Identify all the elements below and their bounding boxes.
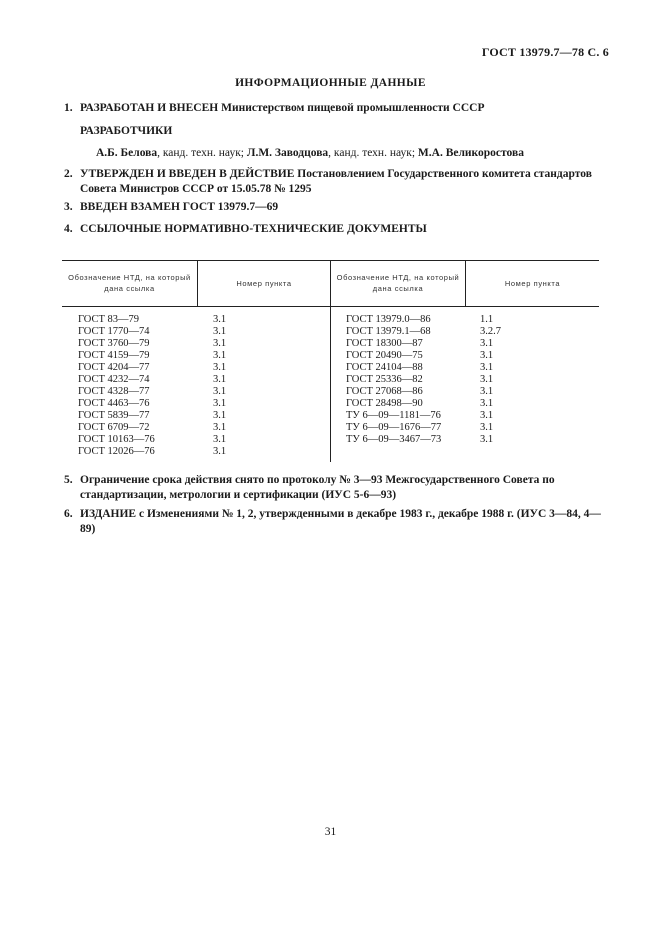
table-cell-doc: ГОСТ 3760—79: [78, 338, 150, 349]
item-2-lead: УТВЕРЖДЕН И ВВЕДЕН В ДЕЙСТВИЕ: [80, 168, 295, 180]
table-cell-point: 3.1: [213, 446, 227, 457]
table-cell-doc: ГОСТ 24104—88: [346, 362, 423, 373]
item-4: [64, 222, 604, 237]
table-cell-point: 3.1: [213, 410, 227, 421]
table-cell-doc: ГОСТ 13979.0—86: [346, 314, 431, 325]
item-6-text: ИЗДАНИЕ с Изменениями № 1, 2, утвержденными в декабре 1983 г., декабре 1988 г. (ИУС 3—84, 4—89): [80, 508, 601, 535]
item-5-text: Ограничение срока действия снято по протоколу № 3—93 Межгосударственного Совета по стандартизации, метрологии и сертификации (ИУС 5-6—93): [80, 474, 555, 501]
item-number: 2.: [64, 168, 73, 180]
table-cell-doc: ГОСТ 4328—77: [78, 386, 150, 397]
table-cell-doc: ГОСТ 4159—79: [78, 350, 150, 361]
table-cell-point: 3.1: [480, 398, 494, 409]
page-title: ИНФОРМАЦИОННЫЕ ДАННЫЕ: [235, 77, 426, 89]
table-cell-doc: ГОСТ 83—79: [78, 314, 140, 325]
developer-name: Л.М. Заводцова: [246, 147, 329, 159]
item-2-text: Постановлением Государственного комитета стандартов Совета Министров СССР от 15.05.78 № 1295: [80, 168, 592, 195]
table-cell-point: 3.1: [213, 338, 227, 349]
item-1-text: Министерством пищевой промышленности СССР: [218, 102, 485, 114]
table-cell-point: 3.1: [213, 362, 227, 373]
column-header: Номер пункта: [236, 279, 292, 288]
table-cell-doc: ГОСТ 6709—72: [78, 422, 150, 433]
page-header: ГОСТ 13979.7—78 С. 6: [481, 45, 609, 59]
table-cell-doc: ГОСТ 5839—77: [78, 410, 150, 421]
developer-name: А.Б. Белова: [96, 147, 158, 159]
table-cell-point: 3.1: [213, 326, 227, 337]
table-cell-point: 3.1: [480, 362, 494, 373]
developers-list: [96, 147, 524, 159]
table-cell-doc: ТУ 6—09—3467—73: [346, 434, 442, 445]
table-cell-point: 3.1: [213, 350, 227, 361]
table-cell-point: 3.1: [480, 410, 494, 421]
table-cell-point: 3.1: [480, 374, 494, 385]
item-5: [64, 473, 604, 503]
item-1-lead: РАЗРАБОТАН И ВНЕСЕН: [80, 102, 219, 114]
item-number: 6.: [64, 508, 73, 520]
developer-name: М.А. Великоростова: [417, 147, 524, 159]
column-header: Обозначение НТД, на который дана ссылка: [336, 273, 460, 293]
table-cell-doc: ГОСТ 12026—76: [78, 446, 155, 457]
item-number: 1.: [64, 102, 73, 114]
table-cell-point: 3.1: [213, 374, 227, 385]
column-header: Обозначение НТД, на который дана ссылка: [68, 273, 191, 293]
table-cell-doc: ГОСТ 28498—90: [346, 398, 423, 409]
item-number: 5.: [64, 474, 73, 486]
item-3: [64, 200, 604, 215]
table-cell-point: 3.1: [213, 422, 227, 433]
table-cell-point: 3.1: [480, 434, 494, 445]
table-cell-doc: ГОСТ 18300—87: [346, 338, 423, 349]
table-cell-point: 1.1: [480, 314, 494, 325]
item-4-text: ССЫЛОЧНЫЕ НОРМАТИВНО-ТЕХНИЧЕСКИЕ ДОКУМЕНТЫ: [80, 223, 427, 235]
item-3-text: ВВЕДЕН ВЗАМЕН ГОСТ 13979.7—69: [80, 201, 279, 213]
table-cell-doc: ТУ 6—09—1676—77: [346, 422, 442, 433]
table-cell-doc: ГОСТ 27068—86: [346, 386, 423, 397]
item-6: [64, 507, 604, 537]
developers-label: РАЗРАБОТЧИКИ: [80, 125, 173, 137]
column-header: Номер пункта: [504, 279, 561, 288]
table-cell-doc: ГОСТ 13979.1—68: [346, 326, 431, 337]
table-cell-doc: ГОСТ 10163—76: [78, 434, 155, 445]
table-cell-point: 3.1: [480, 422, 494, 433]
table-cell-point: 3.1: [480, 386, 494, 397]
left-doc-column: [78, 314, 155, 458]
table-cell-point: 3.2.7: [480, 326, 501, 337]
table-cell-point: 3.1: [213, 386, 227, 397]
table-cell-doc: ГОСТ 20490—75: [346, 350, 423, 361]
right-point-column: [480, 314, 501, 446]
page-number: 31: [324, 826, 337, 838]
table-cell-point: 3.1: [213, 398, 227, 409]
table-cell-doc: ТУ 6—09—1181—76: [346, 410, 441, 421]
developer-degree: , канд. техн. наук;: [157, 147, 247, 159]
table-cell-point: 3.1: [213, 314, 227, 325]
item-number: 4.: [64, 223, 73, 235]
table-cell-point: 3.1: [480, 350, 494, 361]
table-cell-doc: ГОСТ 1770—74: [78, 326, 150, 337]
item-2: [64, 167, 604, 197]
references-table: [62, 260, 599, 462]
left-point-column: [213, 314, 226, 458]
table-cell-doc: ГОСТ 4232—74: [78, 374, 150, 385]
item-number: 3.: [64, 201, 73, 213]
table-cell-doc: ГОСТ 4204—77: [78, 362, 150, 373]
table-cell-doc: ГОСТ 4463—76: [78, 398, 150, 409]
developer-degree: , канд. техн. наук;: [328, 147, 418, 159]
table-cell-doc: ГОСТ 25336—82: [346, 374, 423, 385]
table-cell-point: 3.1: [213, 434, 227, 445]
right-doc-column: [346, 314, 441, 446]
item-1: [64, 101, 604, 116]
table-cell-point: 3.1: [480, 338, 494, 349]
